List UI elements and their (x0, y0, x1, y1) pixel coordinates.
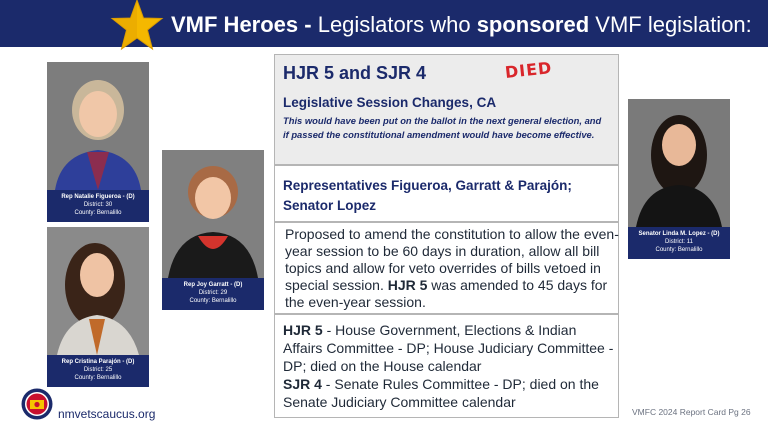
caucus-logo-icon (21, 388, 53, 420)
legislator-caption (47, 355, 149, 387)
portrait-image (47, 227, 149, 355)
bill-subtitle: Legislative Session Changes, CA (283, 95, 497, 110)
title-post: VMF legislation: (589, 12, 752, 37)
legislator-county: County: Bernalillo (74, 375, 122, 381)
bill-proposal (285, 226, 619, 311)
legislator-name: Rep Joy Garratt - (D) (183, 282, 243, 288)
committee-box (274, 314, 619, 418)
bill-header-box (274, 54, 619, 165)
legislator-county: County: Bernalillo (74, 210, 122, 216)
legislator-county: County: Bernalillo (655, 247, 703, 253)
legislator-county: County: Bernalillo (189, 298, 237, 304)
legislator-photo (47, 62, 149, 190)
proposal-text: Proposed to amend the constitution to allow the even-year session to be 60 days in duration, allow all bill topics and allow for veto overrides of bills vetoed in special session. (285, 226, 619, 293)
legislator-photo (162, 150, 264, 278)
proposal-text-end: was amended to 45 days for the even-year session. (285, 277, 608, 310)
portrait-image (162, 150, 264, 278)
website-link[interactable]: nmvetscaucus.org (58, 407, 156, 421)
portrait-image (47, 62, 149, 190)
legislator-district: District: 25 (83, 367, 113, 373)
bill-sponsors: Representatives Figueroa, Garratt & Parajón; Senator Lopez (283, 178, 572, 213)
legislator-caption (628, 227, 730, 259)
star-icon (108, 0, 166, 54)
title-strong: sponsored (476, 12, 590, 37)
legislator-card-parajon (47, 227, 149, 387)
sponsors-box (274, 165, 619, 222)
legislator-district: District: 30 (83, 202, 113, 208)
hjr-label: HJR 5 (283, 322, 323, 338)
page-footer-label: VMFC 2024 Report Card Pg 26 (632, 407, 751, 417)
committee-history (283, 321, 617, 411)
legislator-name: Senator Linda M. Lopez - (D) (638, 231, 720, 237)
bill-title: HJR 5 and SJR 4 (283, 63, 427, 83)
header-bar (0, 0, 768, 47)
legislator-district: District: 11 (665, 239, 693, 245)
legislator-photo (47, 227, 149, 355)
proposal-bill-ref: HJR 5 (387, 277, 428, 293)
legislator-district: District: 29 (198, 290, 228, 296)
legislator-card-figueroa (47, 62, 149, 222)
legislator-card-garratt (162, 150, 264, 310)
legislator-caption (162, 278, 264, 310)
page-title (171, 13, 752, 37)
proposal-box (274, 222, 619, 314)
portrait-image (628, 99, 730, 227)
bill-description: This would have been put on the ballot in the next general election, and if passed the constitutional amendment would have become effective. (283, 115, 602, 140)
legislator-photo (628, 99, 730, 227)
legislator-name: Rep Cristina Parajón - (D) (61, 359, 135, 365)
title-pre: Legislators who (317, 12, 477, 37)
sjr-history: - Senate Rules Committee - DP; died on the Senate Judiciary Committee calendar (283, 376, 599, 410)
hjr-history: - House Government, Elections & Indian Affairs Committee - DP; House Judiciary Committee - DP; died on the House calendar (283, 322, 614, 374)
died-stamp: DIED (504, 58, 554, 82)
legislator-caption (47, 190, 149, 222)
title-bold: VMF Heroes - (171, 12, 318, 37)
sjr-label: SJR 4 (283, 376, 322, 392)
legislator-card-lopez (628, 99, 730, 259)
legislator-name: Rep Natalie Figueroa - (D) (61, 194, 135, 200)
